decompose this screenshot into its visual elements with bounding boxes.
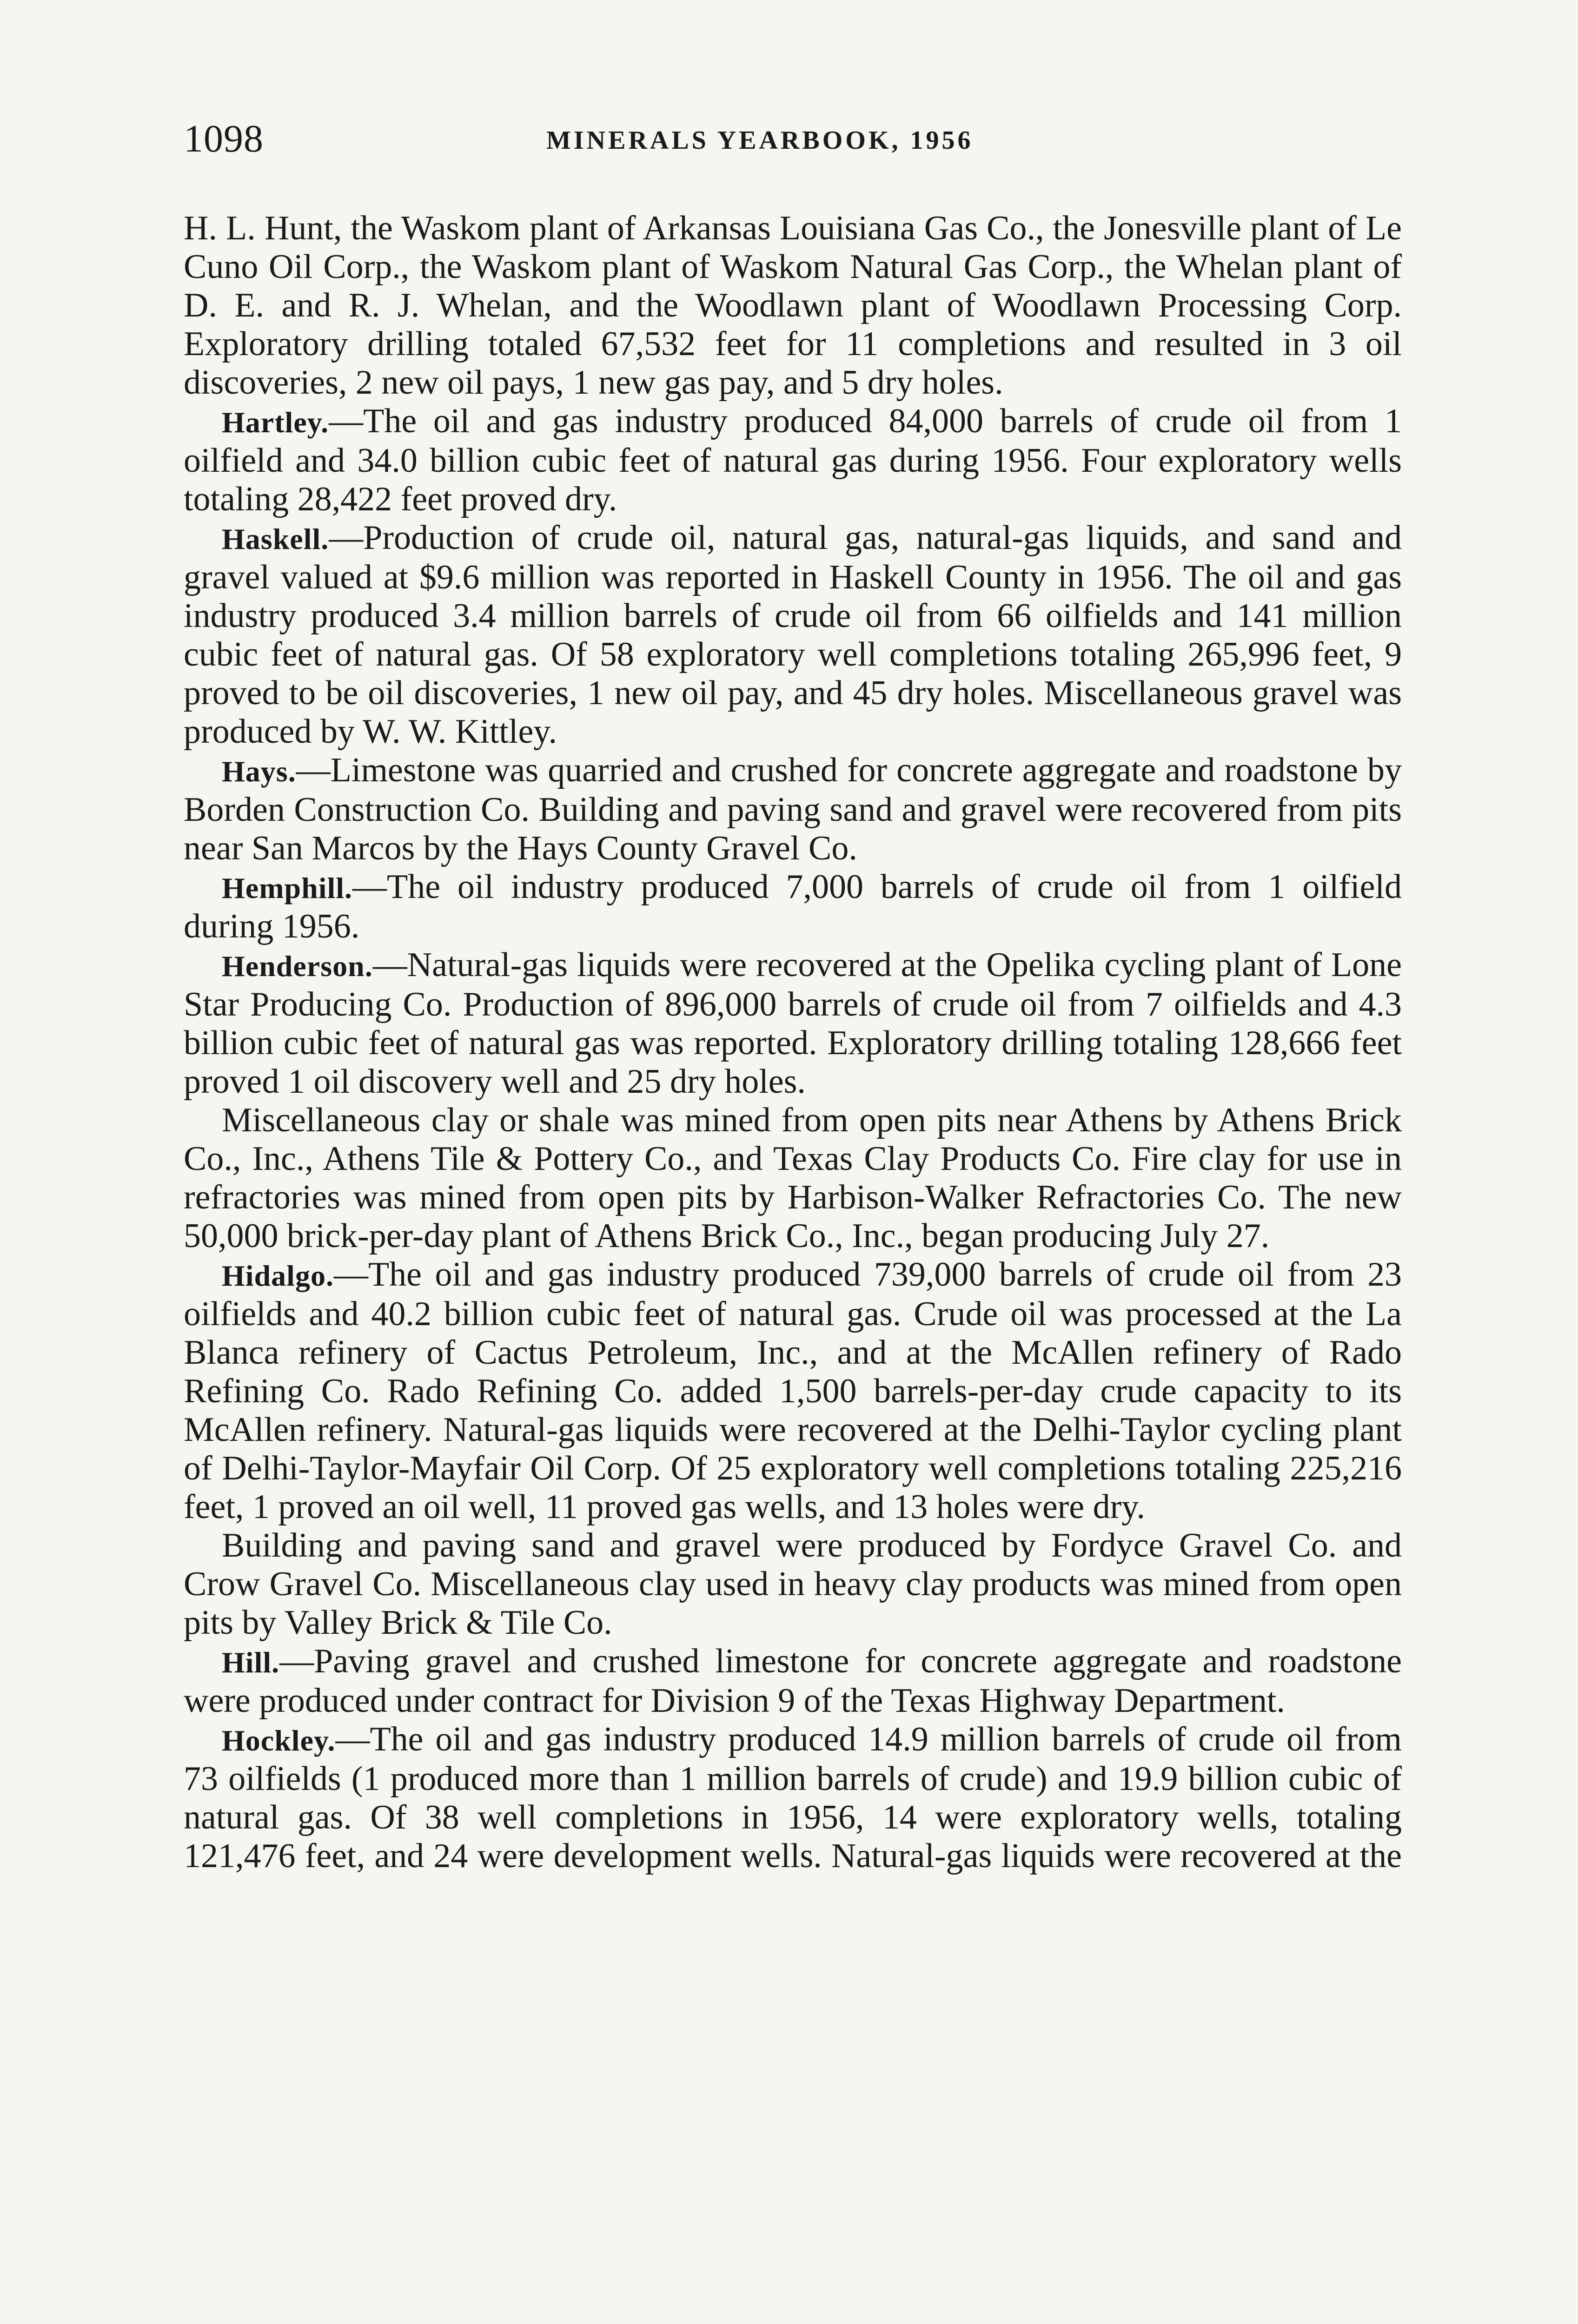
paragraph-haskell <box>184 519 1402 751</box>
page-number: 1098 <box>184 117 264 160</box>
county-heading: Haskell. <box>222 522 329 555</box>
paragraph-text: —The oil industry produced 7,000 barrels of crude oil from 1 oilfield during 1956. <box>184 868 1402 945</box>
paragraph-text: —The oil and gas industry produced 739,000 barrels of crude oil from 23 oilfields and 40.2 billion cubic feet of natural gas. Crude oil was processed at the La Blanca refinery of Cactus Petroleum, Inc., and at the McAllen refinery of Rado Refining Co. Rado Refining Co. added 1,500 barrels-per-day crude capacity to its McAllen refinery. Natural-gas liquids were recovered at the Delhi-Taylor cycling plant of Delhi-Taylor-Mayfair Oil Corp. Of 25 exploratory well completions totaling 225,216 feet, 1 proved an oil well, 11 proved gas wells, and 13 holes were dry. <box>184 1255 1402 1526</box>
running-head <box>184 116 1402 177</box>
county-heading: Hartley. <box>222 406 329 439</box>
paragraph-text: Building and paving sand and gravel were produced by Fordyce Gravel Co. and Crow Gravel Co. Miscellaneous clay used in heavy clay products was mined from open pits by Valley Brick & Tile Co. <box>184 1526 1402 1642</box>
paragraph-text: H. L. Hunt, the Waskom plant of Arkansas Louisiana Gas Co., the Jonesville plant of Le Cuno Oil Corp., the Waskom plant of Waskom Natural Gas Corp., the Whelan plant of D. E. and R. J. Whelan, and the Woodlawn plant of Woodlawn Processing Corp. Exploratory drilling totaled 67,532 feet for 11 completions and resulted in 3 oil discoveries, 2 new oil pays, 1 new gas pay, and 5 dry holes. <box>184 209 1402 402</box>
paragraph-hartley <box>184 402 1402 519</box>
paragraph-text: —The oil and gas industry produced 14.9 million barrels of crude oil from 73 oilfields (1 produced more than 1 million barrels of crude) and 19.9 billion cubic of natural gas. Of 38 well completions in 1956, 14 were exploratory wells, totaling 121,476 feet, and 24 were development wells. Natural-gas liquids were recovered at the <box>184 1720 1402 1875</box>
paragraph-hidalgo-gravel <box>184 1526 1402 1642</box>
paragraph-text: —Limestone was quarried and crushed for concrete aggregate and roadstone by Borden Construction Co. Building and paving sand and gravel were recovered from pits near San Marcos by the Hays County Gravel Co. <box>184 751 1402 867</box>
running-title: MINERALS YEARBOOK, 1956 <box>546 126 974 155</box>
county-heading: Hemphill. <box>222 872 353 905</box>
paragraph-text: Miscellaneous clay or shale was mined from open pits near Athens by Athens Brick Co., Inc., Athens Tile & Pottery Co., and Texas Clay Products Co. Fire clay for use in refractories was mined from open pits by Harbison-Walker Refractories Co. The new 50,000 brick-per-day plant of Athens Brick Co., Inc., began producing July 27. <box>184 1101 1402 1255</box>
paragraph-hockley <box>184 1720 1402 1875</box>
paragraph-text: —Production of crude oil, natural gas, natural-gas liquids, and sand and gravel valued at $9.6 million was reported in Haskell County in 1956. The oil and gas industry produced 3.4 million barrels of crude oil from 66 oilfields and 141 million cubic feet of natural gas. Of 58 exploratory well completions totaling 265,996 feet, 9 proved to be oil discoveries, 1 new oil pay, and 45 dry holes. Miscellaneous gravel was produced by W. W. Kittley. <box>184 519 1402 751</box>
document-page <box>184 116 1402 1875</box>
body-text <box>184 209 1402 1875</box>
paragraph-hidalgo <box>184 1255 1402 1526</box>
county-heading: Hays. <box>222 755 296 788</box>
paragraph-text: —The oil and gas industry produced 84,000 barrels of crude oil from 1 oilfield and 34.0 billion cubic feet of natural gas during 1956. Four exploratory wells totaling 28,422 feet proved dry. <box>184 402 1402 518</box>
paragraph-hays <box>184 751 1402 868</box>
county-heading: Hockley. <box>222 1724 336 1757</box>
paragraph-henderson <box>184 946 1402 1101</box>
county-heading: Henderson. <box>222 950 373 983</box>
county-heading: Hidalgo. <box>222 1259 334 1292</box>
paragraph-hill <box>184 1642 1402 1720</box>
paragraph-continuation <box>184 209 1402 402</box>
paragraph-text: —Paving gravel and crushed limestone for concrete aggregate and roadstone were produced under contract for Division 9 of the Texas Highway Department. <box>184 1642 1402 1720</box>
paragraph-henderson-clay <box>184 1101 1402 1255</box>
paragraph-text: —Natural-gas liquids were recovered at the Opelika cycling plant of Lone Star Producing Co. Production of 896,000 barrels of crude oil from 7 oilfields and 4.3 billion cubic feet of natural gas was reported. Exploratory drilling totaling 128,666 feet proved 1 oil discovery well and 25 dry holes. <box>184 946 1402 1101</box>
paragraph-hemphill <box>184 868 1402 946</box>
county-heading: Hill. <box>222 1646 280 1679</box>
